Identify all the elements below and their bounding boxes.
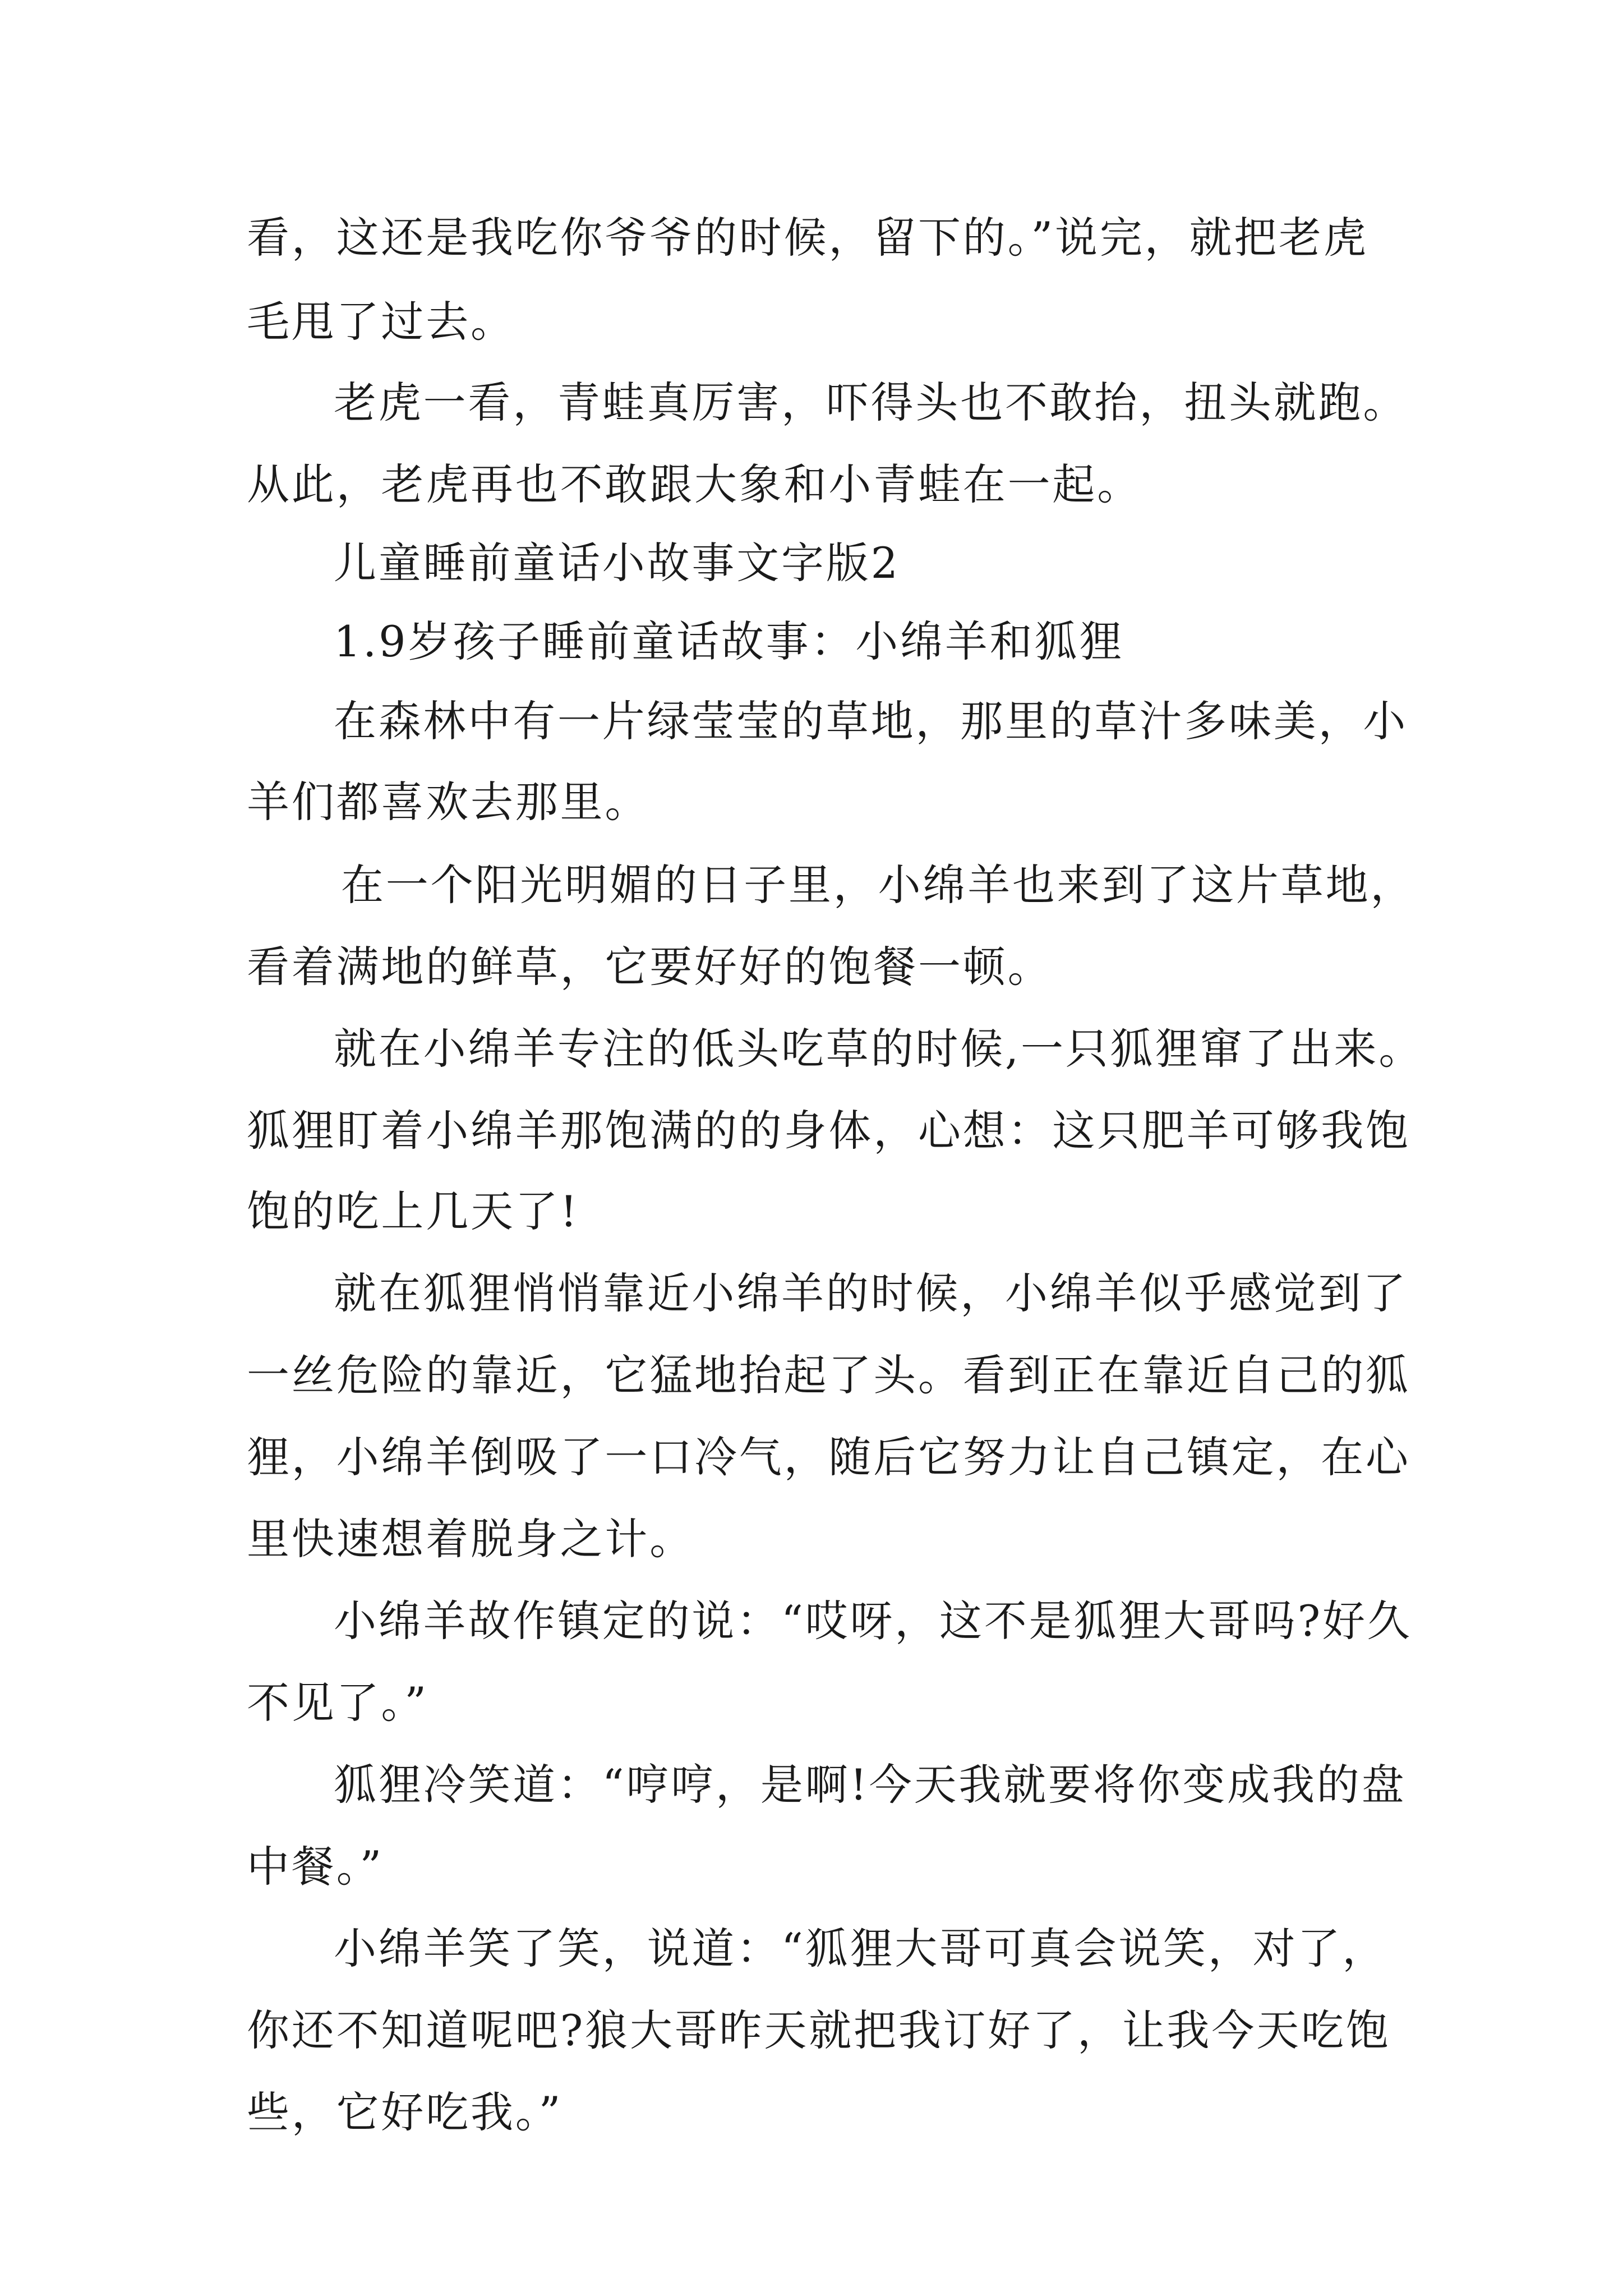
text-line: 在森林中有一片绿莹莹的草地，那里的草汁多味美，小 [334,696,1408,746]
text-line: 在一个阳光明媚的日子里，小绵羊也来到了这片草地， [341,860,1415,910]
text-line: 从此，老虎再也不敢跟大象和小青蛙在一起。 [247,459,1142,509]
text-line: 老虎一看，青蛙真厉害，吓得头也不敢抬，扭头就跑。 [334,378,1408,427]
text-line: 就在小绵羊专注的低头吃草的时候,一只狐狸窜了出来。 [334,1024,1424,1074]
story-title: 1.9岁孩子睡前童话故事：小绵羊和狐狸 [334,616,1124,666]
text-line: 狐狸盯着小绵羊那饱满的的身体，心想：这只肥羊可够我饱 [247,1106,1410,1156]
text-line: 羊们都喜欢去那里。 [247,777,650,827]
section-heading: 儿童睡前童话小故事文字版2 [334,538,900,588]
text-line: 小绵羊笑了笑，说道：“狐狸大哥可真会说笑，对了， [334,1924,1387,1973]
text-line: 你还不知道呢吧?狼大哥昨天就把我订好了，让我今天吃饱 [247,2005,1391,2055]
text-line: 狸，小绵羊倒吸了一口冷气，随后它努力让自己镇定，在心 [247,1432,1410,1482]
text-line: 饱的吃上几天了! [247,1186,579,1236]
text-line: 就在狐狸悄悄靠近小绵羊的时候，小绵羊似乎感觉到了 [334,1268,1408,1318]
text-line: 毛甩了过去。 [247,297,515,347]
text-line: 些，它好吃我。” [247,2087,563,2137]
text-line: 狐狸冷笑道：“哼哼，是啊!今天我就要将你变成我的盘 [334,1760,1407,1810]
text-line: 看着满地的鲜草，它要好好的饱餐一顿。 [247,942,1053,992]
text-line: 不见了。” [247,1678,428,1728]
text-line: 一丝危险的靠近，它猛地抬起了头。看到正在靠近自己的狐 [247,1350,1410,1400]
text-line: 小绵羊故作镇定的说：“哎呀，这不是狐狸大哥吗?好久 [334,1596,1412,1646]
text-line: 里快速想着脱身之计。 [247,1514,694,1564]
text-line: 看，这还是我吃你爷爷的时候，留下的。”说完，就把老虎 [247,213,1368,263]
text-line: 中餐。” [247,1842,384,1892]
